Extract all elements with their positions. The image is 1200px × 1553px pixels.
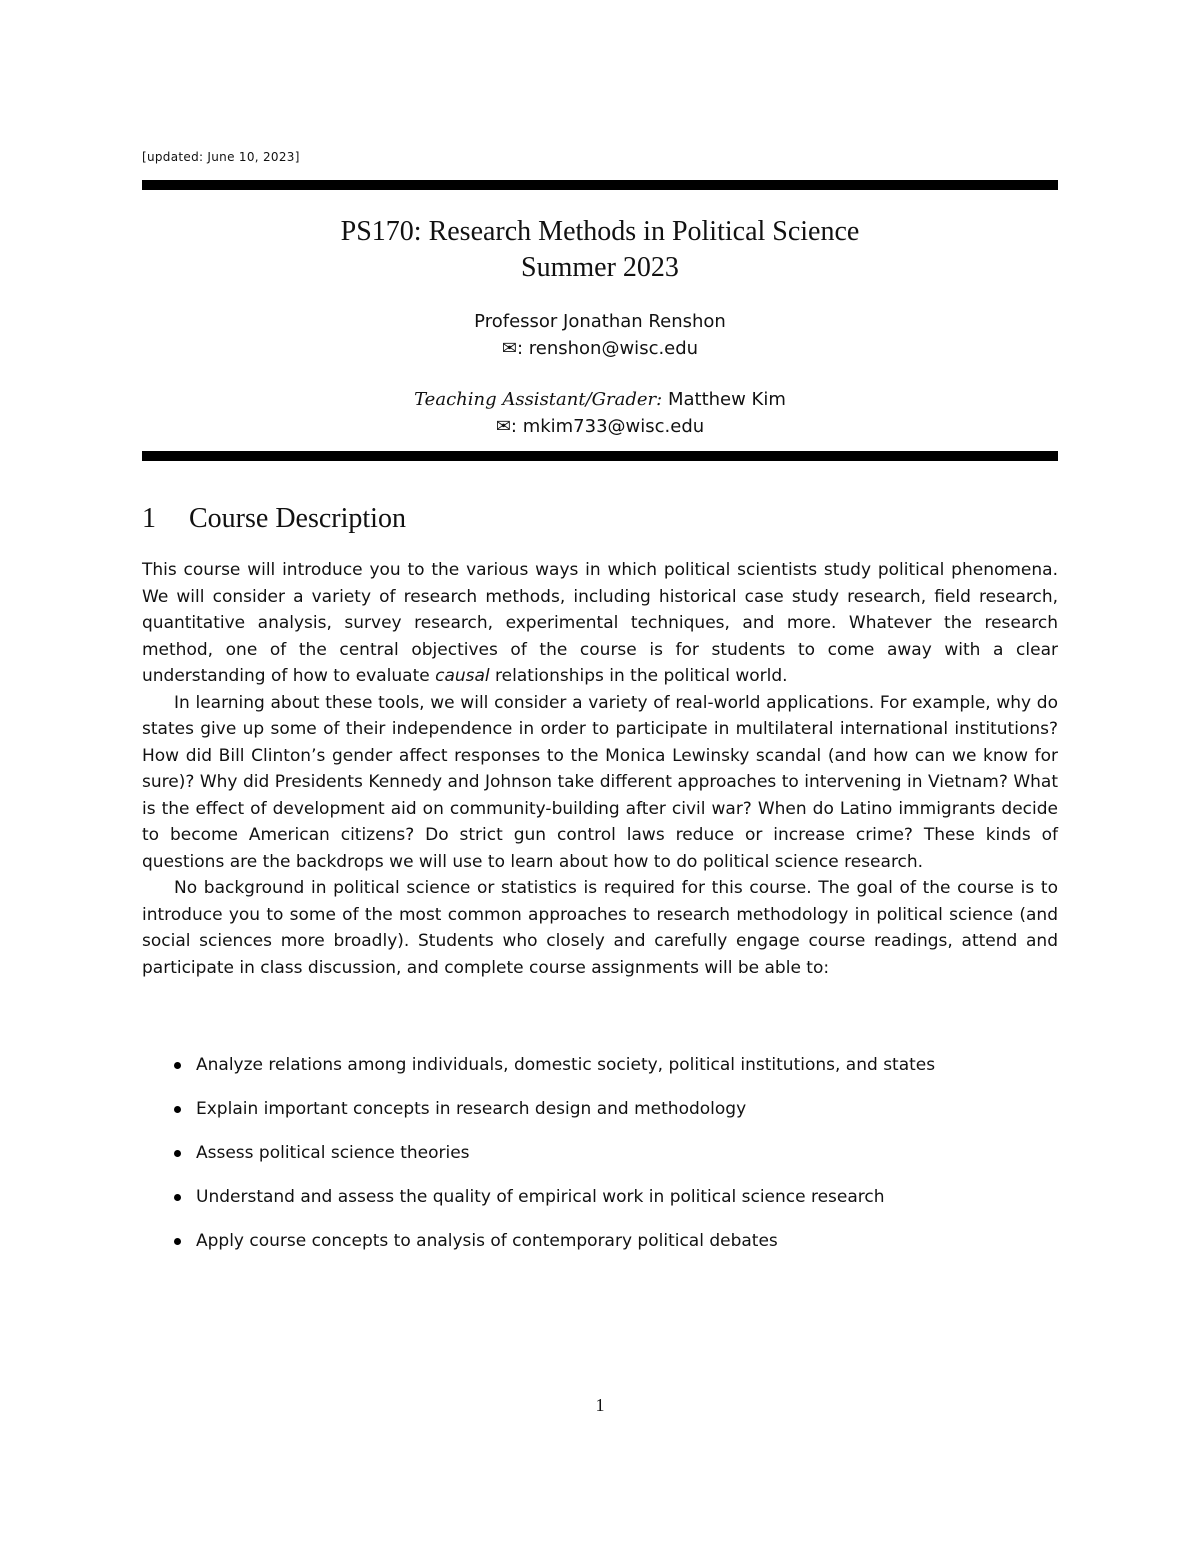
course-term: Summer 2023 xyxy=(521,252,679,283)
professor-name: Professor Jonathan Renshon xyxy=(474,311,726,332)
ta-name: Matthew Kim xyxy=(662,389,786,410)
bullet-icon xyxy=(174,1194,181,1201)
list-item-text: Analyze relations among individuals, domestic society, political institutions, and states xyxy=(196,1055,936,1075)
list-item xyxy=(142,1184,1058,1228)
envelope-icon: ✉ xyxy=(495,416,511,437)
ta-email-line xyxy=(142,413,1058,440)
bullet-icon xyxy=(174,1150,181,1157)
bullet-icon xyxy=(174,1062,181,1069)
list-item xyxy=(142,1096,1058,1140)
updated-date: [updated: June 10, 2023] xyxy=(142,150,300,164)
page-number: 1 xyxy=(595,1395,605,1415)
list-item-text: Assess political science theories xyxy=(196,1143,470,1163)
paragraph-1-end: relationships in the political world. xyxy=(489,666,788,686)
paragraph-2: In learning about these tools, we will consider a variety of real-world applications. For example, why do states give up some of their independence in order to participate in multilateral international institutions? How did Bill Clinton’s gender affect responses to the Monica Lewinsky scandal (and how can we know for sure)? Why did Presidents Kennedy and Johnson take different approaches to intervening in Vietnam? What is the effect of development aid on community-building after civil war? When do Latino immigrants decide to become American citizens? Do strict gun control laws reduce or increase crime? These kinds of questions are the backdrops we will use to learn about how to do political science research. xyxy=(142,692,1058,872)
professor-email: : renshon@wisc.edu xyxy=(516,338,699,359)
paragraph-1-emphasis: causal xyxy=(435,666,490,686)
list-item-text: Explain important concepts in research design and methodology xyxy=(196,1099,747,1119)
professor-block xyxy=(142,308,1058,362)
course-title: PS170: Research Methods in Political Science xyxy=(340,216,860,247)
paragraph-1-start: This course will introduce you to the various ways in which political scientists study political phenomena. We will consider a variety of research methods, including historical case study research, field research, quantitative analysis, survey research, experimental techniques, and more. Whatever the research method, one of the central objectives of the course is for students to come away with a clear understanding of how to evaluate xyxy=(142,560,1058,686)
envelope-icon: ✉ xyxy=(501,338,517,359)
paragraph-3: No background in political science or statistics is required for this course. The goal of the course is to introduce you to some of the most common approaches to research methodology in political science (and social sciences more broadly). Students who closely and carefully engage course readings, attend and participate in class discussion, and complete course assignments will be able to: xyxy=(142,878,1058,978)
list-item-text: Understand and assess the quality of empirical work in political science research xyxy=(196,1187,885,1207)
section-title: Course Description xyxy=(189,503,406,534)
list-item xyxy=(142,1228,1058,1272)
bottom-rule xyxy=(142,451,1058,461)
list-item xyxy=(142,1052,1058,1096)
ta-block xyxy=(142,386,1058,440)
list-item-text: Apply course concepts to analysis of contemporary political debates xyxy=(196,1231,778,1251)
list-item xyxy=(142,1140,1058,1184)
course-description-body xyxy=(142,557,1058,981)
professor-email-line xyxy=(142,335,1058,362)
ta-email: : mkim733@wisc.edu xyxy=(510,416,705,437)
bullet-icon xyxy=(174,1238,181,1245)
bullet-icon xyxy=(174,1106,181,1113)
top-rule xyxy=(142,180,1058,190)
ta-role: Teaching Assistant/Grader: xyxy=(414,389,663,410)
paragraph-1 xyxy=(142,557,1058,690)
title-block xyxy=(142,214,1058,286)
ta-name-line xyxy=(142,386,1058,413)
learning-outcomes-list xyxy=(142,1052,1058,1272)
section-heading xyxy=(142,502,406,536)
section-number: 1 xyxy=(142,503,156,534)
